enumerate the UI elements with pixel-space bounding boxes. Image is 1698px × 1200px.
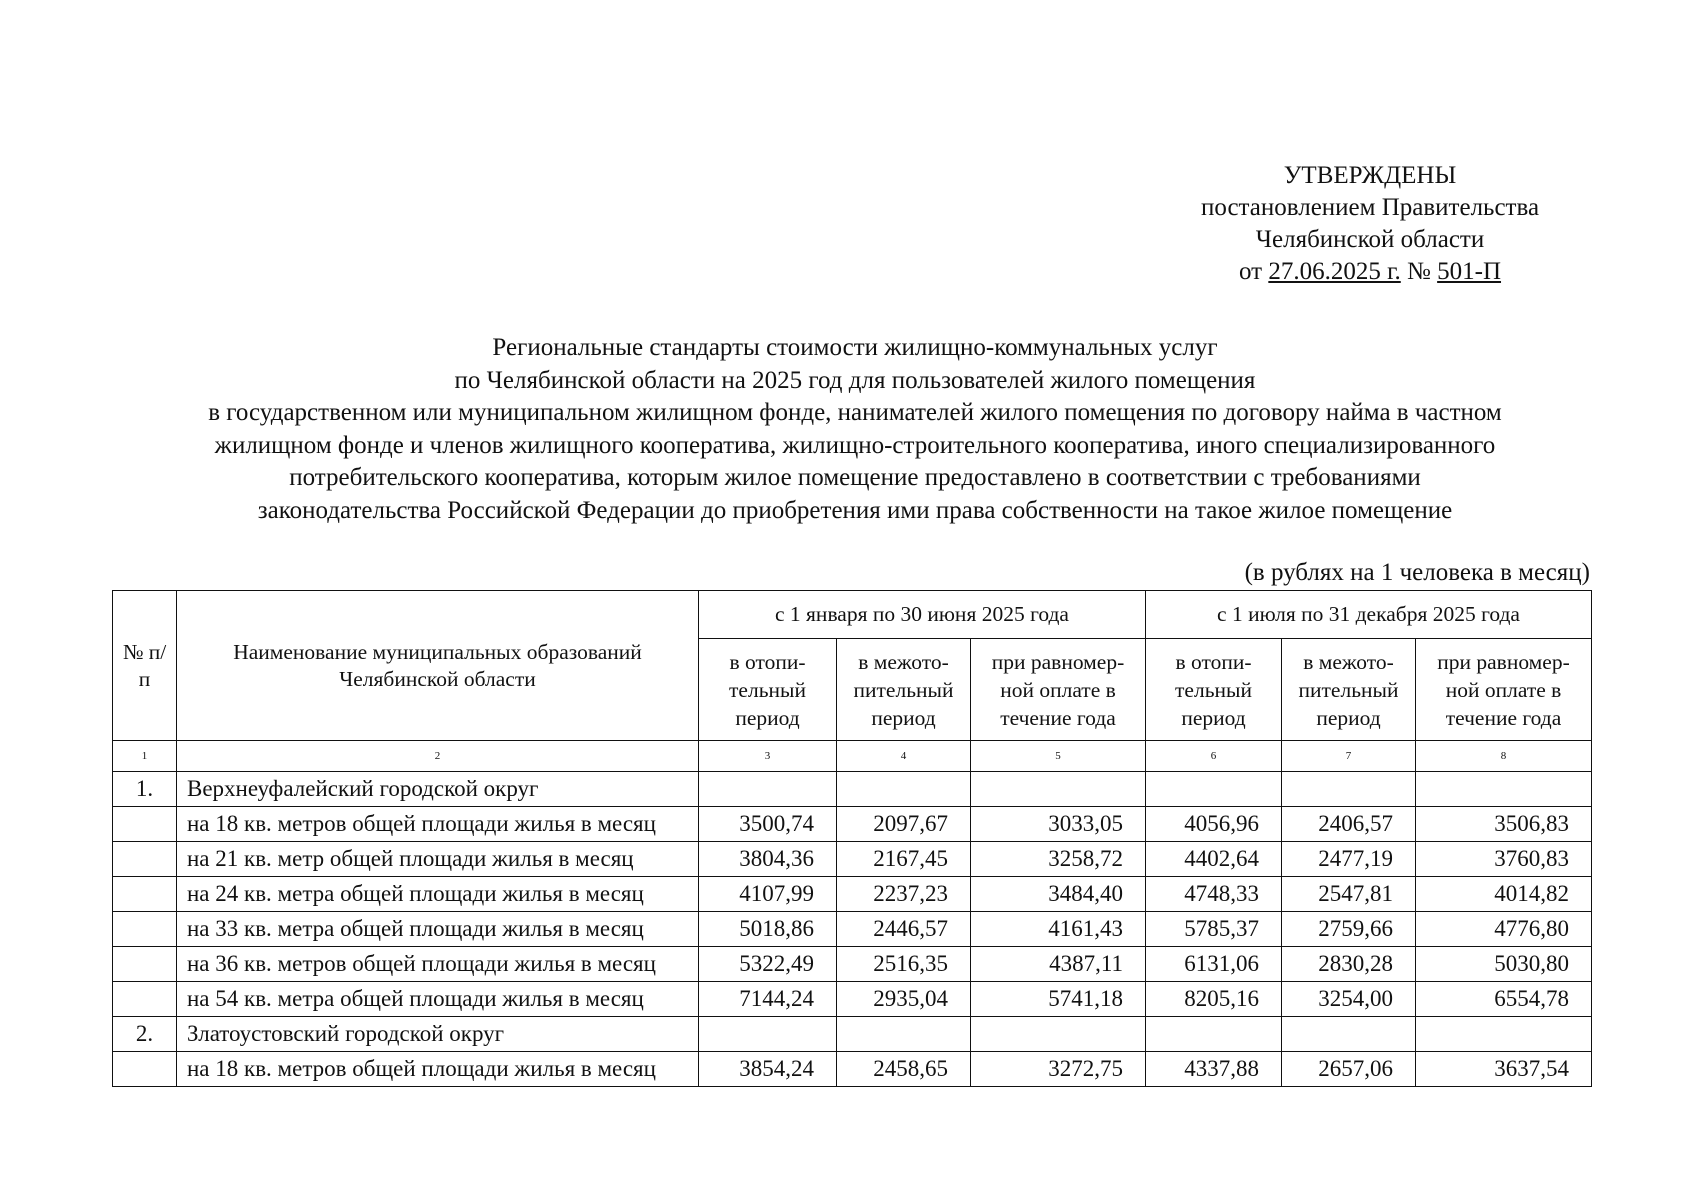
- cost-value: 3484,40: [971, 877, 1146, 912]
- cost-value: 3637,54: [1416, 1052, 1592, 1087]
- row-index: [113, 842, 177, 877]
- cost-value: 6131,06: [1146, 947, 1282, 982]
- column-number: 3: [699, 741, 837, 772]
- cost-value: 2097,67: [837, 807, 971, 842]
- column-number: 1: [113, 741, 177, 772]
- table-row: [113, 877, 1592, 912]
- cost-value: 3272,75: [971, 1052, 1146, 1087]
- header-non-heating: в межото-пительный период: [837, 639, 971, 741]
- cost-value: 4056,96: [1146, 807, 1282, 842]
- row-name: на 33 кв. метра общей площади жилья в месяц: [177, 912, 699, 947]
- title-line: Региональные стандарты стоимости жилищно-коммунальных услуг: [492, 334, 1218, 361]
- cost-value: 4107,99: [699, 877, 837, 912]
- cost-value: 2516,35: [837, 947, 971, 982]
- cost-value: 4402,64: [1146, 842, 1282, 877]
- row-name: на 21 кв. метр общей площади жилья в месяц: [177, 842, 699, 877]
- approval-line-2: постановлением Правительства: [1200, 194, 1540, 221]
- column-number-row: [113, 741, 1592, 772]
- units-note: (в рублях на 1 человека в месяц): [1244, 559, 1590, 586]
- cost-value: [1146, 1017, 1282, 1052]
- row-name: на 18 кв. метров общей площади жилья в месяц: [177, 1052, 699, 1087]
- document-title: [90, 332, 1620, 527]
- column-number: 4: [837, 741, 971, 772]
- row-index: [113, 912, 177, 947]
- cost-value: [1416, 1017, 1592, 1052]
- row-name: Верхнеуфалейский городской округ: [177, 772, 699, 807]
- cost-value: 3760,83: [1416, 842, 1592, 877]
- cost-value: 4387,11: [971, 947, 1146, 982]
- approval-date-line: [1150, 256, 1590, 288]
- row-name: на 54 кв. метра общей площади жилья в месяц: [177, 982, 699, 1017]
- cost-value: 2458,65: [837, 1052, 971, 1087]
- header-period-2: с 1 июля по 31 декабря 2025 года: [1146, 591, 1592, 639]
- row-name: на 24 кв. метра общей площади жилья в месяц: [177, 877, 699, 912]
- table-row: [113, 1052, 1592, 1087]
- table-row: [113, 772, 1592, 807]
- header-number: № п/п: [113, 591, 177, 741]
- cost-value: 7144,24: [699, 982, 837, 1017]
- cost-value: 4337,88: [1146, 1052, 1282, 1087]
- cost-value: 2830,28: [1282, 947, 1416, 982]
- table-row: [113, 1017, 1592, 1052]
- header-heating: в отопи-тельный период: [699, 639, 837, 741]
- standards-table: [112, 590, 1592, 1087]
- header-uniform: при равномер-ной оплате в течение года: [971, 639, 1146, 741]
- cost-value: 2167,45: [837, 842, 971, 877]
- row-name: Златоустовский городской округ: [177, 1017, 699, 1052]
- cost-value: 4014,82: [1416, 877, 1592, 912]
- row-name: на 18 кв. метров общей площади жилья в месяц: [177, 807, 699, 842]
- header-uniform: при равномер-ной оплате в течение года: [1416, 639, 1592, 741]
- approval-heading: УТВЕРЖДЕНЫ: [1283, 162, 1457, 189]
- cost-value: 3804,36: [699, 842, 837, 877]
- table-row: [113, 982, 1592, 1017]
- cost-value: 2406,57: [1282, 807, 1416, 842]
- cost-value: 2657,06: [1282, 1052, 1416, 1087]
- cost-value: 2237,23: [837, 877, 971, 912]
- cost-value: 2477,19: [1282, 842, 1416, 877]
- title-line: в государственном или муниципальном жилищном фонде, нанимателей жилого помещения по договору найма в частном: [208, 399, 1502, 426]
- approval-number: 501-П: [1437, 258, 1502, 285]
- title-line: потребительского кооператива, которым жилое помещение предоставлено в соответствии с требованиями: [289, 464, 1421, 491]
- cost-value: 5785,37: [1146, 912, 1282, 947]
- header-municipality: Наименование муниципальных образований Челябинской области: [177, 591, 699, 741]
- date-prefix: от: [1238, 258, 1263, 285]
- cost-value: 3033,05: [971, 807, 1146, 842]
- header-period-1: с 1 января по 30 июня 2025 года: [699, 591, 1146, 639]
- cost-value: 5741,18: [971, 982, 1146, 1017]
- title-line: законодательства Российской Федерации до приобретения ими права собственности на такое жилое помещение: [257, 496, 1453, 524]
- column-number: 5: [971, 741, 1146, 772]
- cost-value: [837, 1017, 971, 1052]
- cost-value: 6554,78: [1416, 982, 1592, 1017]
- row-index: [113, 1052, 177, 1087]
- table-row: [113, 842, 1592, 877]
- cost-value: [699, 772, 837, 807]
- column-number: 2: [177, 741, 699, 772]
- approval-date: 27.06.2025 г.: [1268, 258, 1401, 285]
- cost-value: [1416, 772, 1592, 807]
- approval-stamp: [1150, 160, 1590, 288]
- cost-value: [837, 772, 971, 807]
- row-index: [113, 807, 177, 842]
- cost-value: 4161,43: [971, 912, 1146, 947]
- row-index: [113, 947, 177, 982]
- cost-value: 5018,86: [699, 912, 837, 947]
- title-line: по Челябинской области на 2025 год для пользователей жилого помещения: [454, 366, 1256, 394]
- cost-value: 2935,04: [837, 982, 971, 1017]
- number-prefix: №: [1407, 258, 1431, 285]
- cost-value: 2446,57: [837, 912, 971, 947]
- row-index: [113, 982, 177, 1017]
- row-index: 1.: [113, 772, 177, 807]
- cost-value: [699, 1017, 837, 1052]
- cost-value: 8205,16: [1146, 982, 1282, 1017]
- cost-value: 4776,80: [1416, 912, 1592, 947]
- cost-value: 2759,66: [1282, 912, 1416, 947]
- cost-value: 3506,83: [1416, 807, 1592, 842]
- cost-value: [971, 772, 1146, 807]
- row-index: 2.: [113, 1017, 177, 1052]
- cost-value: 3854,24: [699, 1052, 837, 1087]
- cost-value: 3258,72: [971, 842, 1146, 877]
- approval-line-3: Челябинской области: [1255, 226, 1485, 253]
- table-row: [113, 912, 1592, 947]
- column-number: 7: [1282, 741, 1416, 772]
- cost-value: 4748,33: [1146, 877, 1282, 912]
- cost-value: 5322,49: [699, 947, 837, 982]
- row-name: на 36 кв. метров общей площади жилья в месяц: [177, 947, 699, 982]
- title-line: жилищном фонде и членов жилищного кооператива, жилищно-строительного кооператива, иного специализированного: [214, 431, 1496, 459]
- table-row: [113, 807, 1592, 842]
- cost-value: 5030,80: [1416, 947, 1592, 982]
- cost-value: 3254,00: [1282, 982, 1416, 1017]
- row-index: [113, 877, 177, 912]
- cost-value: [971, 1017, 1146, 1052]
- cost-value: [1282, 772, 1416, 807]
- column-number: 8: [1416, 741, 1592, 772]
- header-heating: в отопи-тельный период: [1146, 639, 1282, 741]
- cost-value: 3500,74: [699, 807, 837, 842]
- table-body: [113, 772, 1592, 1087]
- cost-value: [1282, 1017, 1416, 1052]
- cost-value: 2547,81: [1282, 877, 1416, 912]
- cost-value: [1146, 772, 1282, 807]
- column-number: 6: [1146, 741, 1282, 772]
- table-row: [113, 947, 1592, 982]
- header-non-heating: в межото-пительный период: [1282, 639, 1416, 741]
